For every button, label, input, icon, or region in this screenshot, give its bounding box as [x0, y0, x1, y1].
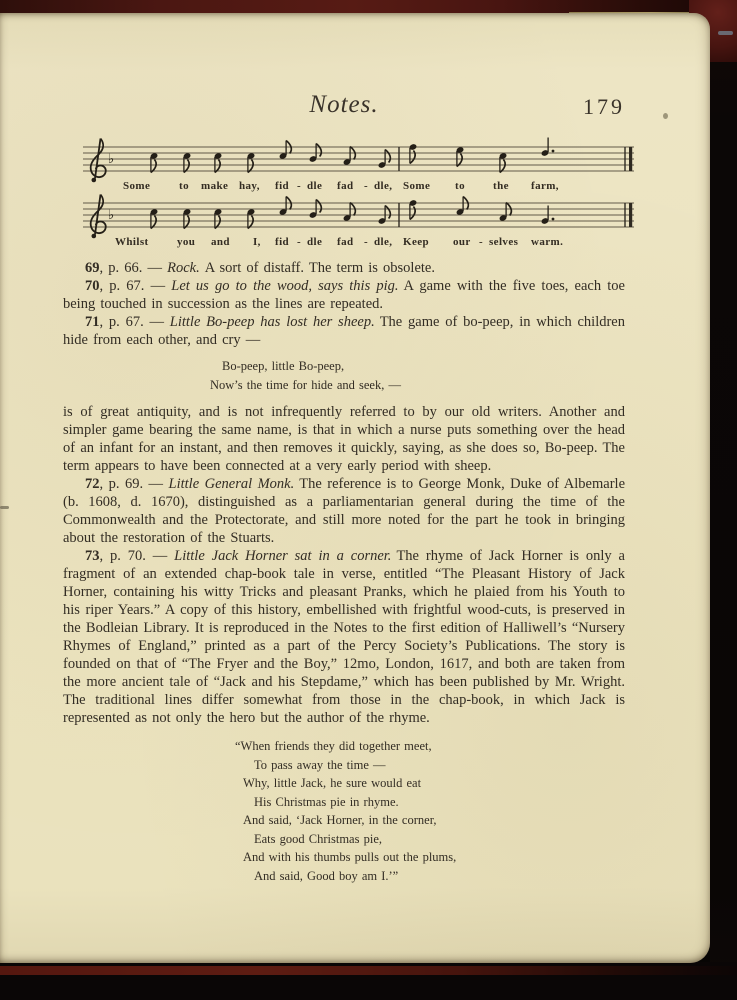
scan-artifact-speck — [663, 113, 668, 119]
svg-text:hay,: hay, — [239, 180, 260, 192]
entry-body: The reference is to George Monk, Duke of Albemarle (b. 1608, d. 1670), distinguished as a parliamentarian general during the time of the Commonwealth and the Protectorate, and still more noted for the part he took in bringing about the restoration of the Stuarts. — [63, 476, 625, 546]
music-notation — [83, 137, 625, 251]
entry-number: 70 — [85, 278, 100, 294]
entry-body: A sort of distaff. The term is obsolete. — [204, 260, 435, 276]
svg-text:fid: fid — [275, 180, 290, 192]
verse-line: And said, ‘Jack Horner, in the corner, — [243, 813, 437, 827]
svg-text:-: - — [297, 180, 302, 192]
verse-line: And said, Good boy am I.’” — [254, 868, 399, 883]
svg-text:and: and — [211, 236, 230, 248]
entry-number: 69 — [85, 260, 100, 276]
svg-text:make: make — [201, 180, 229, 192]
entry-body: The rhyme of Jack Horner is only a fragment of an extended chap-book tale in verse, entitled “The Pleasant History of Jack Horner, containing his witty Tricks and pleasant Pranks, which he plaied from his Youth to his riper Years.” A copy of this history, embellished with frightful wood-cuts, is preserved in the Bodleian Library. It is reproduced in the Notes to the first edition of Halliwell’s “Nursery Rhymes of England,” printed as a part of the Percy Society’s Publications. The story is founded on that of “The Fryer and the Boy,” 12mo, London, 1617, and both are taken from the more ancient tale of “Jack and his Stepdame,” which has been published by Mr. Wright. The traditional lines differ somewhat from those in the chap-book, in which Jack is represented as not only the hero but the author of the rhyme. — [63, 548, 625, 726]
svg-text:Some: Some — [403, 180, 431, 192]
page-number: 179 — [583, 94, 625, 119]
book-cover-bottom-maroon-strip — [0, 966, 737, 975]
svg-text:dle,: dle, — [374, 236, 393, 248]
verse-line: “When friends they did together meet, — [235, 739, 432, 753]
note-entry-70 — [63, 277, 625, 313]
svg-text:farm,: farm, — [531, 180, 559, 192]
svg-text:the: the — [493, 180, 509, 192]
entry-page-ref: , p. 67. — — [99, 314, 170, 330]
note-71-continuation: is of great antiquity, and is not infrequently referred to by our old writers. Another and simpler game bearing the same name, is that in which a nurse puts something over the head of an infant for an instant, and then removes it quickly, saying, as she does so, Bo-peep. The term appears to have been connected at a very early period with sheep. — [63, 404, 625, 474]
svg-text:-: - — [479, 236, 484, 248]
svg-text:fad: fad — [337, 180, 354, 192]
book-cover-bottom-edge — [0, 962, 737, 1000]
book-cover-right-edge — [710, 0, 737, 1000]
entry-rhyme-title: Little Bo-peep has lost her sheep. — [169, 314, 375, 330]
entry-page-ref: , p. 66. — — [99, 260, 168, 276]
svg-text:I,: I, — [253, 236, 261, 248]
verse-line: And with his thumbs pulls out the plums, — [243, 850, 457, 864]
svg-text:our: our — [453, 236, 471, 248]
note-entry-71 — [63, 313, 625, 349]
svg-text:fid: fid — [275, 236, 290, 248]
svg-text:-: - — [364, 180, 369, 192]
scan-artifact-speck — [0, 506, 9, 509]
verse-line: His Christmas pie in rhyme. — [254, 794, 399, 809]
entry-page-ref: , p. 67. — — [99, 278, 172, 294]
page-header — [63, 91, 625, 125]
svg-text:dle: dle — [307, 180, 323, 192]
entry-body: A game with the five toes, each toe being touched in succession as the lines are repeated. — [63, 278, 625, 312]
bo-peep-rhyme-quote — [210, 357, 625, 395]
book-page — [0, 13, 710, 963]
entry-rhyme-title: Rock. — [167, 260, 200, 276]
entry-page-ref: , p. 69. — — [99, 476, 169, 492]
svg-text:♭: ♭ — [108, 208, 115, 223]
entry-page-ref: , p. 70. — — [99, 548, 175, 564]
scan-artifact-speck — [718, 31, 733, 35]
svg-text:selves: selves — [489, 236, 519, 248]
jack-horner-verse — [235, 737, 625, 885]
svg-text:dle,: dle, — [374, 180, 393, 192]
svg-text:Some: Some — [123, 180, 151, 192]
entry-rhyme-title: Little General Monk. — [168, 476, 295, 492]
entry-number: 71 — [85, 314, 100, 330]
entry-number: 72 — [85, 476, 100, 492]
svg-text:-: - — [297, 236, 302, 248]
svg-text:Whilst: Whilst — [115, 236, 149, 248]
entry-number: 73 — [85, 548, 100, 564]
note-entry-73 — [63, 547, 625, 727]
svg-text:warm.: warm. — [531, 236, 564, 248]
entry-rhyme-title: Let us go to the wood, says this pig. — [171, 278, 399, 294]
entry-body: The game of bo-peep, in which children hide from each other, and cry — — [63, 314, 625, 348]
music-staff-2 — [83, 193, 635, 251]
entry-rhyme-title: Little Jack Horner sat in a corner. — [174, 548, 392, 564]
svg-text:dle: dle — [307, 236, 323, 248]
verse-line: To pass away the time — — [254, 757, 386, 772]
svg-text:to: to — [179, 180, 189, 192]
verse-line: Eats good Christmas pie, — [254, 831, 382, 846]
svg-text:Keep: Keep — [403, 236, 430, 248]
note-entry-69 — [63, 259, 625, 277]
svg-text:you: you — [177, 236, 196, 248]
note-entry-72 — [63, 475, 625, 547]
music-staff-1 — [83, 137, 635, 195]
svg-text:fad: fad — [337, 236, 354, 248]
notes-text — [63, 259, 625, 885]
svg-text:♭: ♭ — [108, 152, 115, 167]
verse-line: Why, little Jack, he sure would eat — [243, 776, 422, 790]
quote-line: Bo-peep, little Bo-peep, — [222, 359, 345, 373]
svg-text:-: - — [364, 236, 369, 248]
page-title: Notes. — [309, 91, 379, 118]
svg-text:to: to — [455, 180, 465, 192]
quote-line: Now’s the time for hide and seek, — — [210, 378, 401, 392]
